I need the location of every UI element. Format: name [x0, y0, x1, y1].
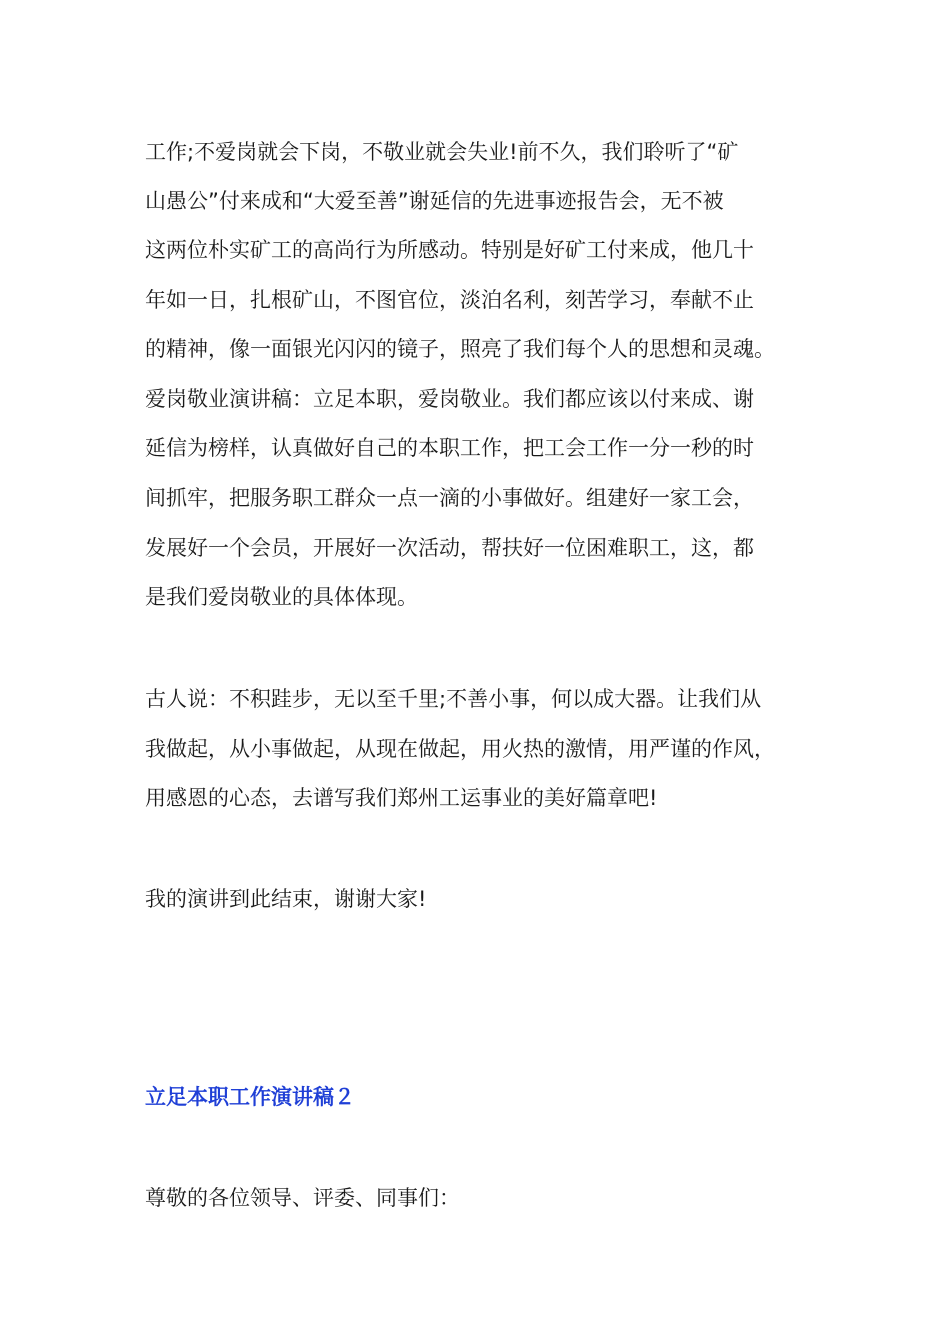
body-text-line: 古人说：不积跬步，无以至千里;不善小事，何以成大器。让我们从: [145, 687, 762, 711]
body-text-line: 延信为榜样，认真做好自己的本职工作，把工会工作一分一秒的时: [145, 436, 754, 460]
body-text-line: 山愚公”付来成和“大爱至善”谢延信的先进事迹报告会，无不被: [145, 189, 724, 213]
body-text-line: 发展好一个会员，开展好一次活动，帮扶好一位困难职工，这，都: [145, 536, 754, 560]
body-text-line: 用感恩的心态，去谱写我们郑州工运事业的美好篇章吧!: [145, 786, 658, 810]
body-text-line: 间抓牢，把服务职工群众一点一滴的小事做好。组建好一家工会，: [145, 486, 754, 510]
salutation-line: 尊敬的各位领导、评委、同事们：: [145, 1186, 460, 1210]
body-text-line: 我做起，从小事做起，从现在做起，用火热的激情，用严谨的作风，: [145, 737, 775, 761]
section-heading: 立足本职工作演讲稿２: [145, 1085, 355, 1109]
closing-line: 我的演讲到此结束，谢谢大家!: [145, 887, 427, 911]
body-text-line: 工作;不爱岗就会下岗，不敬业就会失业!前不久，我们聆听了“矿: [145, 140, 739, 164]
body-text-line: 年如一日，扎根矿山，不图官位，淡泊名利，刻苦学习，奉献不止: [145, 288, 754, 312]
body-text-line: 这两位朴实矿工的高尚行为所感动。特别是好矿工付来成，他几十: [145, 238, 754, 262]
body-text-line: 爱岗敬业演讲稿：立足本职，爱岗敬业。我们都应该以付来成、谢: [145, 387, 754, 411]
body-text-line: 是我们爱岗敬业的具体体现。: [145, 585, 418, 609]
body-text-line: 的精神，像一面银光闪闪的镜子，照亮了我们每个人的思想和灵魂。: [145, 337, 775, 361]
